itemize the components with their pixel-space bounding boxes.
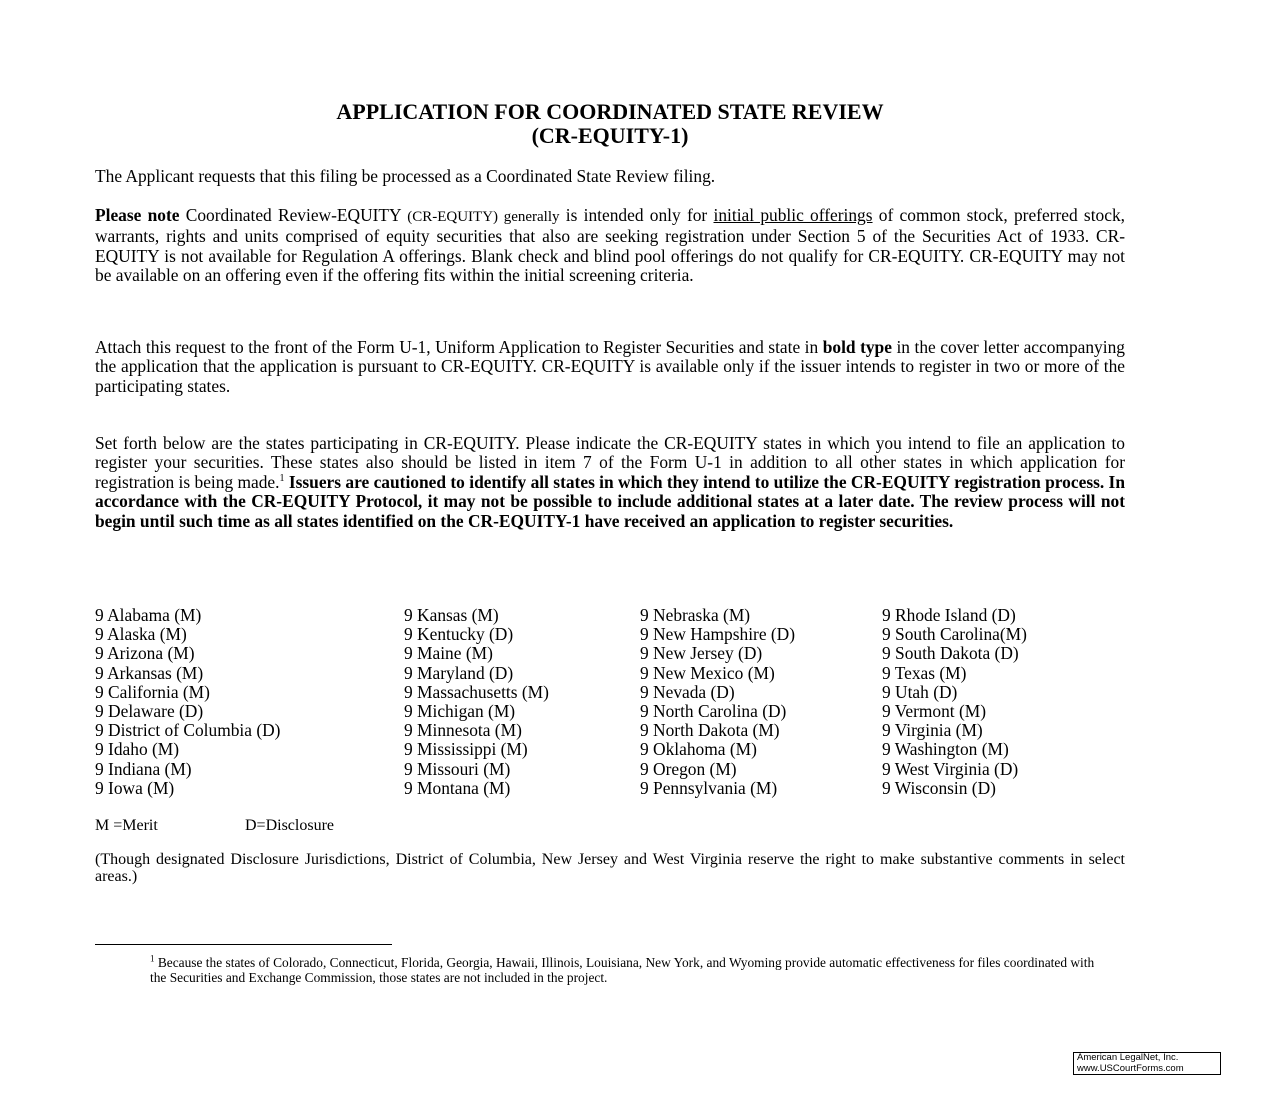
note-lead: Please note <box>95 205 180 225</box>
footnote-mark: 1 <box>150 953 155 964</box>
state-item: 9 Mississippi (M) <box>404 739 528 760</box>
footnote-reference: 1 <box>279 473 285 485</box>
state-item: 9 Kentucky (D) <box>404 624 514 645</box>
states-column-1 <box>95 606 280 798</box>
legend <box>95 817 335 835</box>
note-text-4: of common stock, preferred stock, warrants, rights and units comprised of equity securities that also are seeking registration under Section 5 of the Securities Act of 1933. CR-EQUITY is not available for Regulation A offerings. Blank check and blind pool offerings do not qualify for CR-EQUITY. CR-EQUITY may not be available on an offering even if the offering fits within the initial screening criteria. <box>95 205 1125 286</box>
state-item: 9 Alabama (M) <box>95 605 202 625</box>
state-item: 9 Missouri (M) <box>404 758 511 779</box>
state-item: 9 Texas (M) <box>882 662 967 683</box>
document-title: APPLICATION FOR COORDINATED STATE REVIEW <box>336 99 884 124</box>
state-item: 9 District of Columbia (D) <box>95 720 281 741</box>
setforth-warning: Issuers are cautioned to identify all states in which they intend to utilize the CR-EQUITY registration process. In accordance with the CR-EQUITY Protocol, it may not be possible to include additional states at a later date. The review process will not begin until such time as all states identified on the CR-EQUITY-1 have received an application to register securities. <box>95 471 1125 531</box>
document-subtitle: (CR-EQUITY-1) <box>531 123 689 148</box>
state-item: 9 Arkansas (M) <box>95 662 204 683</box>
attach-text-2: in the cover letter accompanying the application that the application is pursuant to CR-EQUITY. CR-EQUITY is available only if the issuer intends to register in two or more of the participating states. <box>95 337 1125 396</box>
state-item: 9 New Jersey (D) <box>640 643 763 664</box>
states-list <box>95 606 1125 801</box>
state-item: 9 Alaska (M) <box>95 624 187 645</box>
state-item: 9 Montana (M) <box>404 777 511 798</box>
publisher-stamp <box>1073 1052 1221 1075</box>
note-text-3: is intended only for <box>559 205 714 225</box>
state-item: 9 Oregon (M) <box>640 758 737 779</box>
state-item: 9 Kansas (M) <box>404 605 499 625</box>
state-item: 9 Massachusetts (M) <box>404 681 549 702</box>
state-item: 9 Idaho (M) <box>95 739 180 760</box>
legend-disclosure: D=Disclosure <box>245 817 335 834</box>
state-item: 9 Utah (D) <box>882 681 958 702</box>
disclosure-note-paragraph: (Though designated Disclosure Jurisdictions, District of Columbia, New Jersey and West Virginia reserve the right to make substantive comments in select areas.) <box>95 851 1125 886</box>
state-item: 9 Arizona (M) <box>95 643 195 664</box>
state-item: 9 Pennsylvania (M) <box>640 777 778 798</box>
state-item: 9 Washington (M) <box>882 739 1009 760</box>
stamp-company: American LegalNet, Inc. <box>1077 1052 1179 1063</box>
state-item: 9 Wisconsin (D) <box>882 777 996 798</box>
state-item: 9 North Dakota (M) <box>640 720 780 741</box>
note-paragraph <box>95 206 1125 286</box>
state-item: 9 South Dakota (D) <box>882 643 1019 664</box>
state-item: 9 Rhode Island (D) <box>882 605 1016 625</box>
state-item: 9 Iowa (M) <box>95 777 175 798</box>
attach-bold-text: bold type <box>822 337 892 357</box>
note-underlined-text: initial public offerings <box>713 205 873 225</box>
states-column-2 <box>404 606 549 798</box>
setforth-paragraph <box>95 434 1125 531</box>
legend-merit: M =Merit <box>95 817 158 834</box>
state-item: 9 Oklahoma (M) <box>640 739 757 760</box>
state-item: 9 Delaware (D) <box>95 701 204 722</box>
note-text-2: (CR-EQUITY) generally <box>407 209 560 225</box>
state-item: 9 Nevada (D) <box>640 681 735 702</box>
attach-paragraph <box>95 338 1125 396</box>
attach-text-1: Attach this request to the front of the Form U-1, Uniform Application to Register Securities and state in <box>95 337 823 357</box>
state-item: 9 Virginia (M) <box>882 720 983 741</box>
states-column-4 <box>882 606 1027 798</box>
note-text-1: Coordinated Review-EQUITY <box>179 205 408 225</box>
state-item: 9 New Mexico (M) <box>640 662 775 683</box>
setforth-text: Set forth below are the states participating in CR-EQUITY. Please indicate the CR-EQUITY states in which you intend to file an application to register your securities. These states also should be listed in item 7 of the Form U-1 in addition to all other states in which application for registration is being made. <box>95 433 1125 492</box>
state-item: 9 Nebraska (M) <box>640 605 751 625</box>
state-item: 9 Michigan (M) <box>404 701 516 722</box>
state-item: 9 Indiana (M) <box>95 758 192 779</box>
footnote <box>150 955 1110 985</box>
state-item: 9 North Carolina (D) <box>640 701 787 722</box>
state-item: 9 Vermont (M) <box>882 701 987 722</box>
state-item: 9 New Hampshire (D) <box>640 624 796 645</box>
intro-paragraph: The Applicant requests that this filing be processed as a Coordinated State Review filing. <box>95 166 716 186</box>
footnote-text: Because the states of Colorado, Connecticut, Florida, Georgia, Hawaii, Illinois, Louisiana, New York, and Wyoming provide automatic effectiveness for files coordinated with the Securities and Exchange Commission, those states are not included in the project. <box>150 955 1095 985</box>
states-column-3 <box>640 606 795 798</box>
state-item: 9 West Virginia (D) <box>882 758 1019 779</box>
state-item: 9 Maryland (D) <box>404 662 514 683</box>
state-item: 9 Maine (M) <box>404 643 493 664</box>
footnote-divider <box>95 944 392 945</box>
state-item: 9 California (M) <box>95 681 210 702</box>
stamp-website: www.USCourtForms.com <box>1077 1062 1184 1074</box>
state-item: 9 South Carolina(M) <box>882 624 1027 645</box>
state-item: 9 Minnesota (M) <box>404 720 522 741</box>
